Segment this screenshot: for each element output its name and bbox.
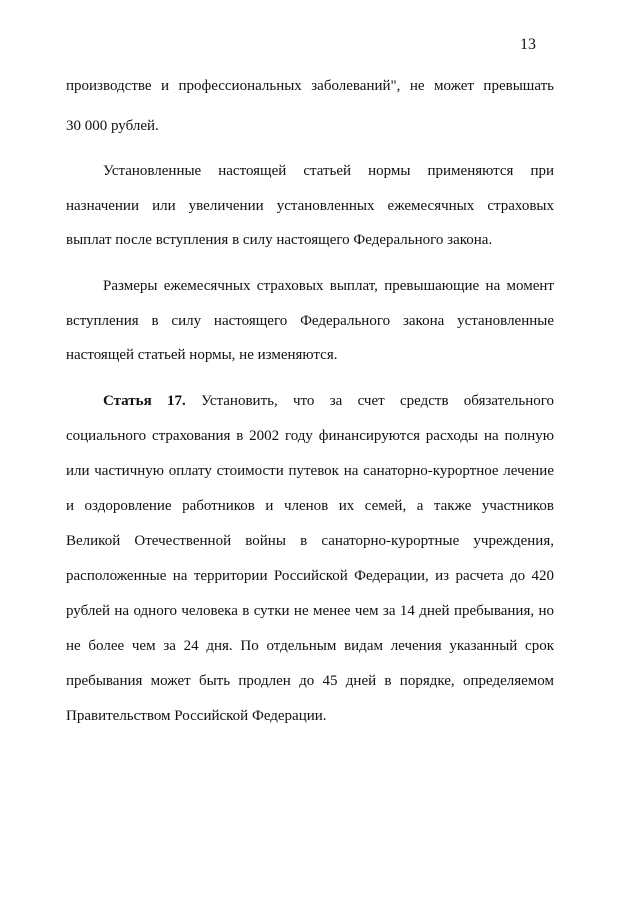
text-line: Установленные настоящей статьей нормы применяются при bbox=[103, 163, 554, 179]
text-line: производстве и профессиональных заболеваний", не может превышать bbox=[66, 78, 554, 94]
text-line: рублей на одного человека в сутки не менее чем за 14 дней пребывания, но bbox=[66, 603, 554, 619]
article-first-line-text: Установить, что за счет средств обязательного bbox=[201, 393, 555, 409]
page-number: 13 bbox=[520, 36, 536, 53]
text-line: Великой Отечественной войны в санаторно-курортные учреждения, bbox=[66, 533, 554, 549]
text-line: 30 000 рублей. bbox=[66, 118, 159, 134]
text-line: и оздоровление работников и членов их семей, а также участников bbox=[66, 498, 554, 514]
text-line: Правительством Российской Федерации. bbox=[66, 708, 327, 724]
text-line: социального страхования в 2002 году финансируются расходы на полную bbox=[66, 428, 554, 444]
text-line: вступления в силу настоящего Федерального закона установленные bbox=[66, 313, 554, 329]
text-line: не более чем за 24 дня. По отдельным видам лечения указанный срок bbox=[66, 638, 554, 654]
text-line: расположенные на территории Российской Федерации, из расчета до 420 bbox=[66, 568, 554, 584]
text-line: назначении или увеличении установленных ежемесячных страховых bbox=[66, 198, 554, 214]
article-label: Статья 17. bbox=[103, 393, 186, 409]
text-line: или частичную оплату стоимости путевок на санаторно-курортное лечение bbox=[66, 463, 554, 479]
text-line: настоящей статьей нормы, не изменяются. bbox=[66, 347, 338, 363]
text-line: выплат после вступления в силу настоящего Федерального закона. bbox=[66, 232, 493, 248]
text-line: пребывания может быть продлен до 45 дней в порядке, определяемом bbox=[66, 673, 554, 689]
article-first-line bbox=[103, 391, 554, 411]
text-line: Размеры ежемесячных страховых выплат, превышающие на момент bbox=[103, 278, 554, 294]
